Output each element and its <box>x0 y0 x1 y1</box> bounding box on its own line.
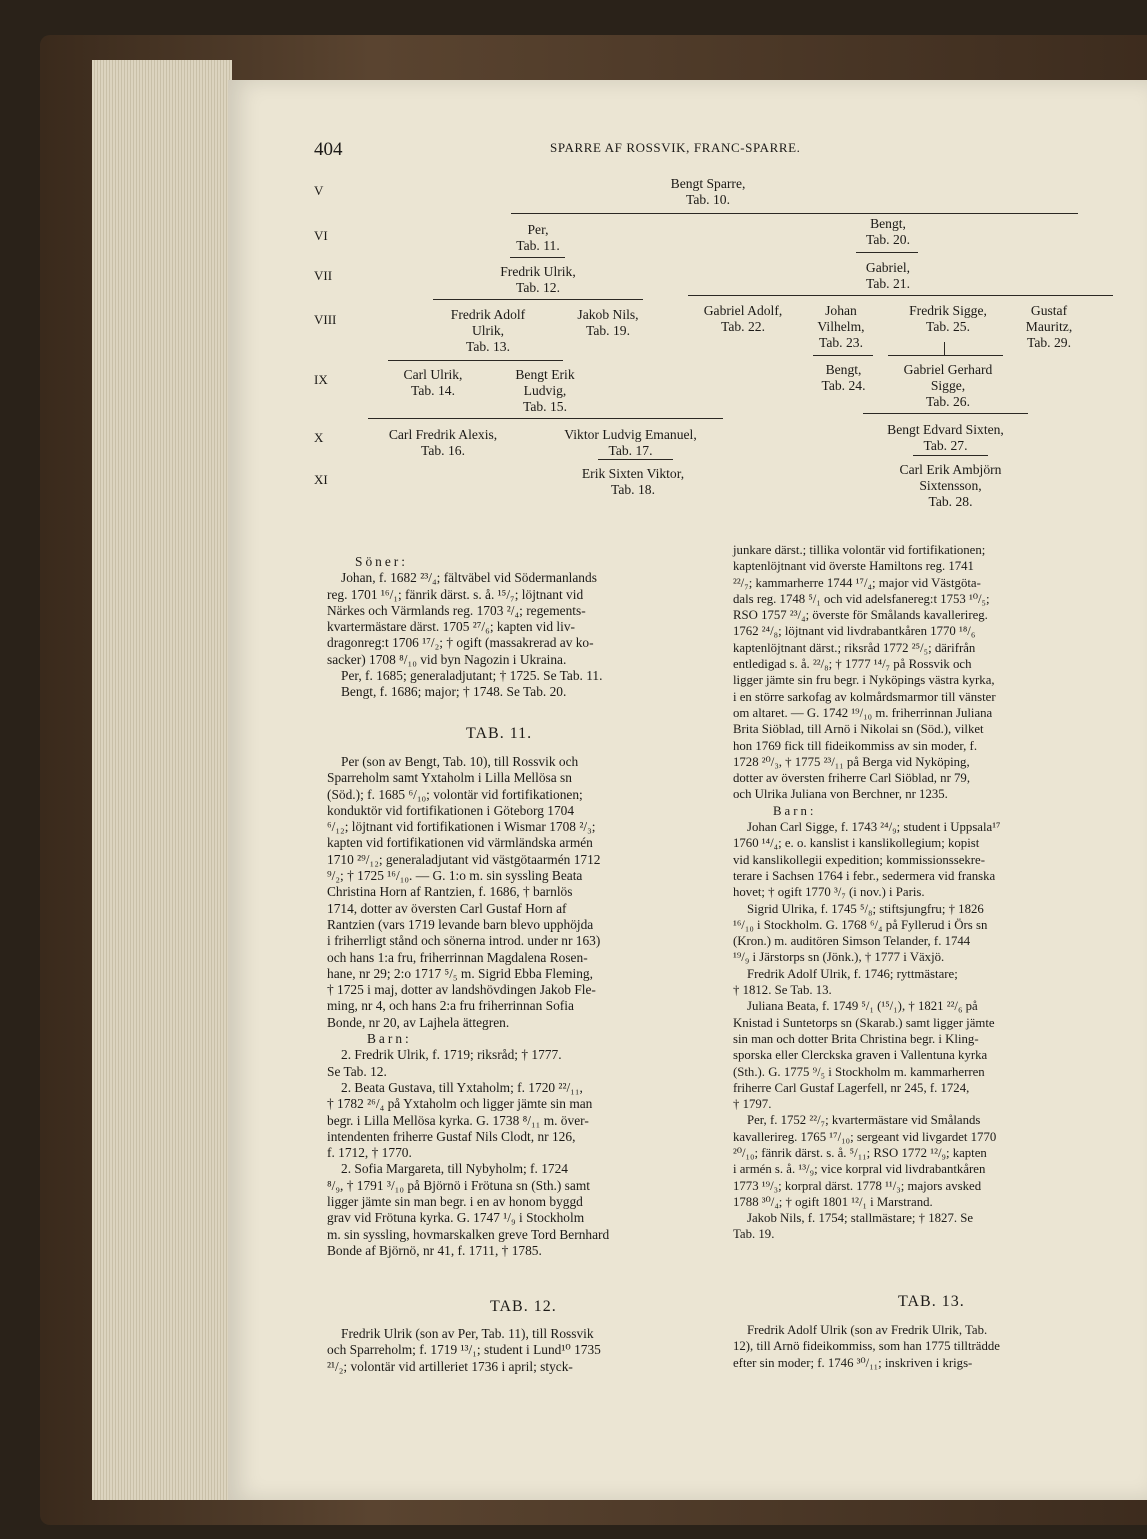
text-line: Per, f. 1752 ²²/₇; kvartermästare vid Smålands <box>747 1113 981 1128</box>
text-line: 2. Fredrik Ulrik, f. 1719; riksråd; † 1777. <box>341 1047 562 1063</box>
text-line: reg. 1701 ¹⁶/₁; fänrik därst. s. å. ¹⁵/₇; löjtnant vid <box>327 586 584 602</box>
tab13-heading: TAB. 13. <box>898 1293 965 1310</box>
tree-node-bengt-erik: Bengt Erik Ludvig, Tab. 15. <box>515 367 575 414</box>
text-line: och Sparreholm; f. 1719 ¹³/₁; student i Lund¹⁰ 1735 <box>327 1342 601 1358</box>
text-line: kvartermästare därst. 1705 ²⁷/₆; kapten vid liv- <box>327 619 575 635</box>
text-line: ligger jämte sin man begr. i en av honom byggd <box>327 1194 583 1210</box>
text-line: ming, nr 4, och hans 2:a fru friherrinnan Sofia <box>327 998 574 1014</box>
tree-connector <box>511 213 1078 214</box>
tree-node-carl-erik: Carl Erik Ambjörn Sixtensson, Tab. 28. <box>899 462 1002 509</box>
text-line: † 1797. <box>733 1097 772 1112</box>
tree-node-gabriel-21: Gabriel, Tab. 21. <box>865 260 911 291</box>
text-line: Bonde af Björnö, nr 41, f. 1711, † 1785. <box>327 1242 542 1258</box>
text-line: om altaret. — G. 1742 ¹⁹/₁₀ m. friherrinnan Juliana <box>733 705 993 720</box>
text-line: i en större sarkofag av kolmårdsmarmor till vänster <box>733 689 996 704</box>
tree-node-bengt-sparre: Bengt Sparre, Tab. 10. <box>670 176 746 207</box>
text-line: 2. Beata Gustava, till Yxtaholm; f. 1720 ²²/₁₁, <box>341 1079 583 1095</box>
text-line: hane, nr 29; 2:o 1717 ⁵/₅ m. Sigrid Ebba Fleming, <box>327 965 593 981</box>
tab11-text <box>327 754 699 1259</box>
text-line: terare i Sachsen 1764 i febr., sedermera vid franska <box>733 868 996 883</box>
text-line: Sigrid Ulrika, f. 1745 ⁵/₈; stiftsjungfru; † 1826 <box>747 901 984 916</box>
tab13-text <box>733 1322 1113 1371</box>
text-line: Tab. 19. <box>733 1227 775 1242</box>
tree-connector <box>433 299 643 300</box>
text-line: Bengt, f. 1686; major; † 1748. Se Tab. 20. <box>341 684 567 700</box>
text-line: Juliana Beata, f. 1749 ⁵/₁ (¹⁵/₁), † 1821 ²²/₆ på <box>747 999 978 1014</box>
tree-connector <box>813 355 873 356</box>
text-line: † 1812. Se Tab. 13. <box>733 983 832 998</box>
tree-connector <box>863 413 1028 414</box>
generation-label: XI <box>314 472 328 487</box>
tab11-heading: TAB. 11. <box>466 725 533 742</box>
tree-node-jakob-nils: Jakob Nils, Tab. 19. <box>577 307 639 338</box>
tab12-heading: TAB. 12. <box>490 1298 557 1315</box>
text-line: † 1725 i maj, dotter av landshövdingen Jakob Fle- <box>327 982 596 998</box>
tree-connector <box>598 459 673 460</box>
text-line: ⁸/₉, † 1791 ³/₁₀ på Björnö i Frötuna sn (Sth.) samt <box>327 1177 590 1193</box>
text-line: begr. i Lilla Mellösa kyrka. G. 1738 ⁸/₁₁ m. över- <box>327 1112 589 1128</box>
tree-node-viktor-ludvig: Viktor Ludvig Emanuel, Tab. 17. <box>564 427 697 458</box>
text-line: vid kanslikollegii expedition; kommissionssekre- <box>733 852 986 867</box>
tree-node-johan-vilhelm: Johan Vilhelm, Tab. 23. <box>817 303 865 350</box>
generation-label: IX <box>314 372 328 387</box>
text-line: Christina Horn af Rantzien, f. 1686, † barnlös <box>327 884 573 900</box>
text-line: 2. Sofia Margareta, till Nybyholm; f. 1724 <box>341 1161 568 1177</box>
tree-connector <box>888 355 1003 356</box>
tree-node-gustaf-mauritz: Gustaf Mauritz, Tab. 29. <box>1025 303 1073 350</box>
text-line: junkare därst.; tillika volontär vid fortifikationen; <box>733 543 986 557</box>
text-line: i armén s. å. ¹³/₉; vice korpral vid livdrabantkåren <box>733 1162 986 1177</box>
tree-connector <box>944 342 945 355</box>
text-line: RSO 1757 ²³/₄; överste för Smålands kavallerireg. <box>733 608 988 623</box>
text-line: kapten vid fortifikationen vid värmländska armén <box>327 835 593 851</box>
text-line: (Söd.); f. 1685 ⁶/₁₀; volontär vid fortifikationen; <box>327 786 583 802</box>
text-line: kavallerireg. 1765 ¹⁷/₁₀; sergeant vid livgardet 1770 <box>733 1129 997 1144</box>
book-page <box>228 80 1147 1500</box>
tree-node-fredrik-ulrik: Fredrik Ulrik, Tab. 12. <box>500 264 576 295</box>
left-column <box>327 554 697 701</box>
text-line: hon 1769 fick till fideikommiss av sin moder, f. <box>733 738 978 753</box>
page-number: 404 <box>314 139 343 160</box>
text-line: kaptenlöjtnant därst.; riksråd 1772 ²⁵/₅; därifrån <box>733 640 976 655</box>
text-line: (Kron.) m. auditören Simson Telander, f. 1744 <box>733 934 971 949</box>
text-line: † 1782 ²⁶/₄ på Yxtaholm och ligger jämte sin man <box>327 1096 593 1112</box>
text-line: ⁹/₂; † 1725 ¹⁶/₁₀. — G. 1:o m. sin syssling Beata <box>327 868 583 884</box>
text-line: Johan, f. 1682 ²³/₄; fältväbel vid Södermanlands <box>341 570 597 586</box>
generation-label: VII <box>314 268 333 283</box>
text-line: 1728 ²⁰/₃, † 1775 ²³/₁₁ på Berga vid Nyköping, <box>733 754 970 769</box>
text-line: Johan Carl Sigge, f. 1743 ²⁴/₉; student i Uppsala¹⁷ <box>747 820 1001 835</box>
text-line: Fredrik Adolf Ulrik (son av Fredrik Ulrik, Tab. <box>747 1323 988 1337</box>
text-line: sin man och dotter Brita Christina begr. i Kling- <box>733 1031 979 1046</box>
text-line: i friherrligt stånd och sönerna introd. under nr 163) <box>327 933 601 949</box>
generation-label: V <box>314 183 324 198</box>
tree-connector <box>510 257 565 258</box>
generation-label: VIII <box>314 312 337 327</box>
text-line: konduktör vid fortifikationen i Göteborg 1704 <box>327 802 575 818</box>
text-line: hovet; † ogift 1770 ³/₇ (i nov.) i Paris. <box>733 885 925 900</box>
text-line: Jakob Nils, f. 1754; stallmästare; † 1827. Se <box>747 1211 974 1226</box>
text-line: dals reg. 1748 ⁵/₁ och vid adelsfanereg:t 1753 ¹⁰/₅; <box>733 591 990 606</box>
tree-node-fredrik-adolf: Fredrik Adolf Ulrik, Tab. 13. <box>450 307 526 354</box>
children-heading: Barn: <box>367 1031 412 1047</box>
text-line: Knistad i Suntetorps sn (Skarab.) samt ligger jämte <box>733 1015 995 1030</box>
text-line: 1714, dotter av översten Carl Gustaf Horn af <box>327 900 567 916</box>
tab12-text <box>327 1326 699 1375</box>
text-line: Fredrik Adolf Ulrik, f. 1746; ryttmästare; <box>747 966 958 981</box>
text-line: grav vid Frötuna kyrka. G. 1747 ¹/₉ i Stockholm <box>327 1210 585 1226</box>
text-line: ligger jämte sin fru begr. i Nyköpings västra kyrka, <box>733 673 995 688</box>
text-line: Brita Siöblad, till Arnö i Nikolai sn (Söd.), vilket <box>733 722 984 737</box>
tree-node-bengt-20: Bengt, Tab. 20. <box>866 216 910 247</box>
text-line: och Ulrika Juliana von Berchner, nr 1235. <box>733 787 948 802</box>
tree-node-bengt-edvard: Bengt Edvard Sixten, Tab. 27. <box>887 422 1004 453</box>
text-line: efter sin moder; f. 1746 ³⁰/₁₁; inskriven i krigs- <box>733 1355 973 1370</box>
text-line: kaptenlöjtnant vid överste Hamiltons reg. 1741 <box>733 559 974 574</box>
text-line: Per (son av Bengt, Tab. 10), till Rossvik och <box>341 754 579 769</box>
text-line: 1788 ³⁰/₄; † ogift 1801 ¹²/₁ i Marstrand. <box>733 1194 933 1209</box>
text-line: sacker) 1708 ⁸/₁₀ vid byn Nagozin i Ukraina. <box>327 651 567 667</box>
text-line: Bonde, nr 20, av Lajhela ättegren. <box>327 1014 510 1030</box>
right-column <box>733 542 1113 1243</box>
tree-connector <box>368 418 723 419</box>
generation-label: VI <box>314 228 328 243</box>
text-line: dotter av översten friherre Carl Siöblad, nr 79, <box>733 771 971 786</box>
text-line: f. 1712, † 1770. <box>327 1145 412 1161</box>
running-head: SPARRE AF ROSSVIK, FRANC-SPARRE. <box>550 140 801 155</box>
tree-node-per: Per, Tab. 11. <box>516 222 560 253</box>
text-line: Fredrik Ulrik (son av Per, Tab. 11), till Rossvik <box>341 1326 594 1341</box>
text-line: ²²/₇; kammarherre 1744 ¹⁷/₄; major vid Västgöta- <box>733 575 981 590</box>
text-line: 1710 ²⁹/₁₂; generaladjutant vid västgötaarmén 1712 <box>327 851 601 867</box>
page-edges <box>92 60 232 1500</box>
tree-connector <box>856 252 918 253</box>
text-line: 1773 ¹⁹/₃; korpral därst. 1778 ¹¹/₃; majors avsked <box>733 1178 982 1193</box>
tree-connector <box>688 295 1113 296</box>
sons-heading: Söner: <box>355 554 408 569</box>
text-line: sporska eller Clerckska graven i Vallentuna kyrka <box>733 1048 988 1063</box>
text-line: Se Tab. 12. <box>327 1063 387 1079</box>
text-line: Närkes och Värmlands reg. 1703 ²/₄; regements- <box>327 602 586 618</box>
text-line: dragonreg:t 1706 ¹⁷/₂; † ogift (massakrerad av ko- <box>327 635 594 651</box>
tree-connector <box>913 455 988 456</box>
text-line: intendenten friherre Gustaf Nils Clodt, nr 126, <box>327 1128 576 1144</box>
tree-node-carl-ulrik: Carl Ulrik, Tab. 14. <box>403 367 463 398</box>
tree-node-erik-sixten: Erik Sixten Viktor, Tab. 18. <box>581 466 685 497</box>
tree-connector <box>388 360 563 361</box>
tree-node-fredrik-sigge: Fredrik Sigge, Tab. 25. <box>909 303 987 334</box>
text-line: Rantzien (vars 1719 levande barn blevo upphöjda <box>327 916 594 932</box>
text-line: 12), till Arnö fideikommiss, som han 1775 tillträdde <box>733 1339 1000 1354</box>
text-line: ¹⁶/₁₀ i Stockholm. G. 1768 ⁶/₄ på Fyllerud i Örs sn <box>733 917 988 932</box>
text-line: ²⁰/₁₀; fänrik därst. s. å. ⁵/₁₁; RSO 1772 ¹²/₉; kapten <box>733 1145 987 1160</box>
text-line: ¹⁹/₉ i Järstorps sn (Jönk.), † 1777 i Växjö. <box>733 950 945 965</box>
text-line: ²¹/₂; volontär vid artilleriet 1736 i april; styck- <box>327 1358 573 1374</box>
generation-label: X <box>314 430 324 445</box>
text-line: Sparreholm samt Yxtaholm i Lilla Mellösa sn <box>327 770 572 786</box>
text-line: friherre Carl Gustaf Lagerfell, nr 245, f. 1724, <box>733 1080 970 1095</box>
text-line: m. sin syssling, hovmarskalken greve Tord Bernhard <box>327 1226 610 1242</box>
children-heading: Barn: <box>773 803 817 818</box>
text-line: 1762 ²⁴/₈; löjtnant vid livdrabantkåren 1770 ¹⁸/₆ <box>733 624 976 639</box>
tree-node-gabriel-adolf: Gabriel Adolf, Tab. 22. <box>703 303 783 334</box>
text-line: ⁶/₁₂; löjtnant vid fortifikationen i Wismar 1708 ²/₃; <box>327 819 596 835</box>
text-line: entledigad s. å. ²²/₈; † 1777 ¹⁴/₇ på Rossvik och <box>733 657 972 672</box>
tree-node-gabriel-gerhard: Gabriel Gerhard Sigge, Tab. 26. <box>903 362 993 409</box>
text-line: (Sth.). G. 1775 ⁹/₅ i Stockholm m. kammarherren <box>733 1064 985 1079</box>
tree-node-carl-fredrik: Carl Fredrik Alexis, Tab. 16. <box>388 427 498 458</box>
tree-node-bengt-24: Bengt, Tab. 24. <box>821 362 866 393</box>
text-line: och hans 1:a fru, friherrinnan Magdalena Rosen- <box>327 949 588 965</box>
text-line: Per, f. 1685; generaladjutant; † 1725. Se Tab. 11. <box>341 668 603 684</box>
text-line: 1760 ¹⁴/₄; e. o. kanslist i kanslikollegium; kopist <box>733 836 980 851</box>
